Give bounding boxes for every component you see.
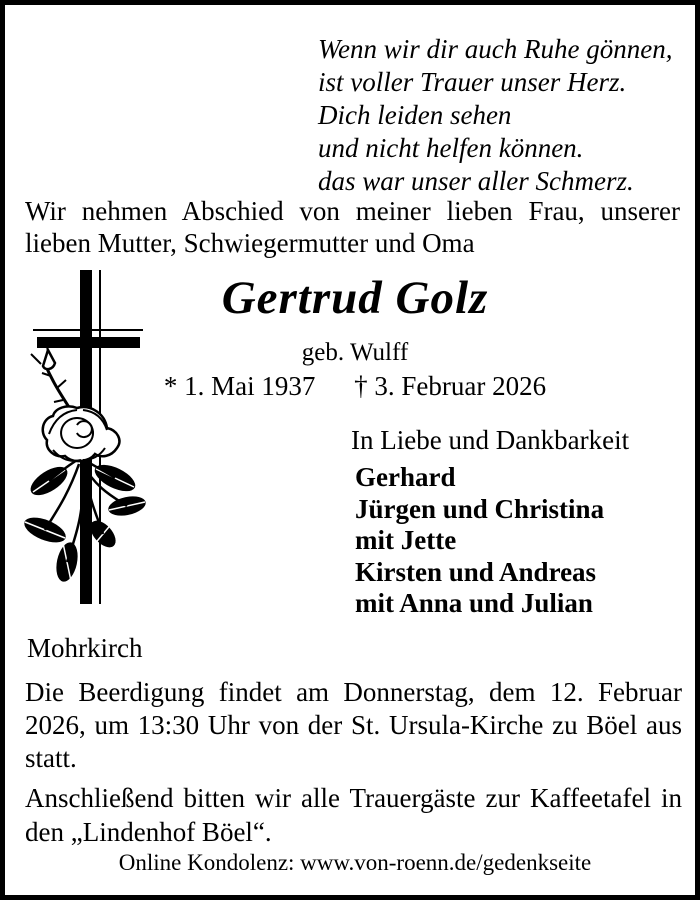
poem-line: Wenn wir dir auch Ruhe gönnen, [318, 34, 673, 64]
poem-line: Dich leiden sehen [318, 100, 512, 130]
death-date: † 3. Februar 2026 [354, 371, 547, 401]
poem-line: und nicht helfen können. [318, 133, 584, 163]
maiden-name: geb. Wulff [301, 339, 409, 366]
poem-line: ist voller Trauer unser Herz. [318, 67, 627, 97]
funeral-details: Die Beerdigung findet am Donnerstag, dem 12. Februar 2026, um 13:30 Uhr von der St. Ursula-Kirche zu Böel aus statt. [25, 677, 682, 773]
mourner-line: Jürgen und Christina [355, 493, 605, 524]
mourner-line: mit Anna und Julian [355, 588, 593, 618]
place-name: Mohrkirch [27, 633, 143, 663]
deceased-name: Gertrud Golz [221, 272, 489, 324]
life-dates [5, 371, 700, 402]
mourner-line: Kirsten und Andreas [355, 556, 597, 587]
farewell-text: Wir nehmen Abschied von meiner lieben Frau, unserer lieben Mutter, Schwiegermutter und Oma [25, 196, 680, 258]
mourner-line: Gerhard [355, 462, 456, 492]
tribute-line: In Liebe und Dankbarkeit [351, 425, 630, 455]
birth-date: * 1. Mai 1937 [163, 371, 316, 401]
poem-line: das war unser aller Schmerz. [318, 166, 634, 196]
mourner-line: mit Jette [355, 525, 457, 555]
online-condolence-link: Online Kondolenz: www.von-roenn.de/gedenkseite [118, 850, 592, 875]
reception-details: Anschließend bitten wir alle Trauergäste zur Kaffeetafel in den „Lindenhof Böel“. [25, 783, 682, 847]
mourners-list [355, 462, 604, 620]
memorial-poem [318, 33, 672, 198]
